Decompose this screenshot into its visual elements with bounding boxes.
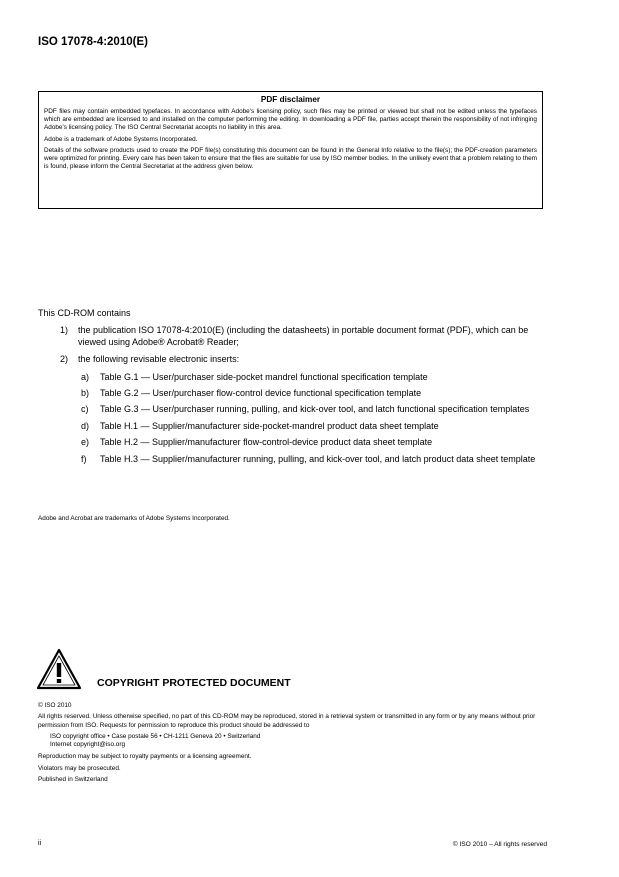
subitem-text: Table H.2 — Supplier/manufacturer flow-control-device product data sheet template [100, 437, 433, 448]
list-item [38, 354, 550, 365]
address-line: ISO copyright office • Case postale 56 • CH-1211 Geneva 20 • Switzerland [50, 732, 261, 740]
subitem-letter: b) [81, 388, 90, 399]
subitem-letter: f) [81, 453, 87, 464]
disclaimer-title: PDF disclaimer [260, 95, 321, 104]
sub-list-item [38, 437, 550, 448]
item-number: 2) [60, 354, 69, 365]
warning-triangle-icon [36, 648, 82, 690]
subitem-letter: c) [81, 404, 89, 415]
subitem-letter: d) [81, 420, 90, 431]
royalty-note: Reproduction may be subject to royalty payments or a licensing agreement. [38, 753, 252, 761]
copyright-body [38, 702, 548, 788]
subitem-text: Table H.3 — Supplier/manufacturer running, pulling, and kick-over tool, and latch product data sheet template [100, 453, 536, 464]
disclaimer-paragraph: PDF files may contain embedded typefaces. In accordance with Adobe's licensing policy, such files may be printed or viewed but shall not be edited unless the typefaces which are embedded are licensed to and installed on the computer performing the editing. In downloading a PDF file, parties accept therein the responsibility of not infringing Adobe's licensing policy. The ISO Central Secretariat accepts no liability in this area. [44, 108, 537, 132]
item-text: the publication ISO 17078-4:2010(E) (including the datasheets) in portable document format (PDF), which can be viewed using Adobe® Acrobat® Reader; [78, 325, 529, 347]
subitem-letter: e) [81, 437, 90, 448]
footer-rights: © ISO 2010 – All rights reserved [452, 841, 547, 848]
disclaimer-paragraph: Adobe is a trademark of Adobe Systems Incorporated. [44, 135, 198, 143]
sub-list-item [38, 372, 550, 383]
contents-intro: This CD-ROM contains [38, 308, 131, 318]
subitem-text: Table G.2 — User/purchaser flow-control device functional specification template [100, 388, 422, 399]
copyright-title: COPYRIGHT PROTECTED DOCUMENT [97, 677, 291, 689]
pdf-disclaimer-box [38, 91, 543, 209]
sub-list-item [38, 421, 550, 432]
copyright-notice: © ISO 2010 [38, 702, 72, 709]
published-note: Published in Switzerland [38, 776, 108, 784]
violators-note: Violators may be prosecuted. [38, 764, 121, 772]
address-line: Internet copyright@iso.org [50, 741, 126, 749]
item-text: the following revisable electronic inserts: [78, 354, 240, 365]
disclaimer-paragraph: Details of the software products used to create the PDF file(s) constituting this document can be found in the General Info relative to the file(s); the PDF-creation parameters were optimized for printing. Every care has been taken to ensure that the files are suitable for use by ISO member bodies. In the unlikely event that a problem relating to them is found, please inform the Central Secretariat at the address given below. [44, 147, 537, 171]
sub-list-item [38, 404, 550, 415]
subitem-letter: a) [81, 371, 90, 382]
list-item [38, 325, 550, 348]
document-header: ISO 17078-4:2010(E) [38, 36, 148, 48]
sub-list-item [38, 454, 550, 465]
copyright-rights: All rights reserved. Unless otherwise specified, no part of this CD-ROM may be reproduced, stored in a retrieval system or transmitted in any form or by any means without prior permission from ISO. Requests for permission to reproduce this product should be addressed to [38, 713, 536, 729]
copyright-address [38, 733, 548, 749]
cdrom-contents [38, 308, 550, 470]
page-number: ii [38, 840, 42, 847]
trademark-note: Adobe and Acrobat are trademarks of Adobe Systems Incorporated. [38, 515, 230, 522]
sub-list-item [38, 388, 550, 399]
item-number: 1) [60, 325, 69, 336]
subitem-text: Table H.1 — Supplier/manufacturer side-pocket-mandrel product data sheet template [100, 420, 439, 431]
subitem-text: Table G.1 — User/purchaser side-pocket mandrel functional specification template [100, 371, 428, 382]
subitem-text: Table G.3 — User/purchaser running, pulling, and kick-over tool, and latch functional specification templates [100, 404, 530, 415]
